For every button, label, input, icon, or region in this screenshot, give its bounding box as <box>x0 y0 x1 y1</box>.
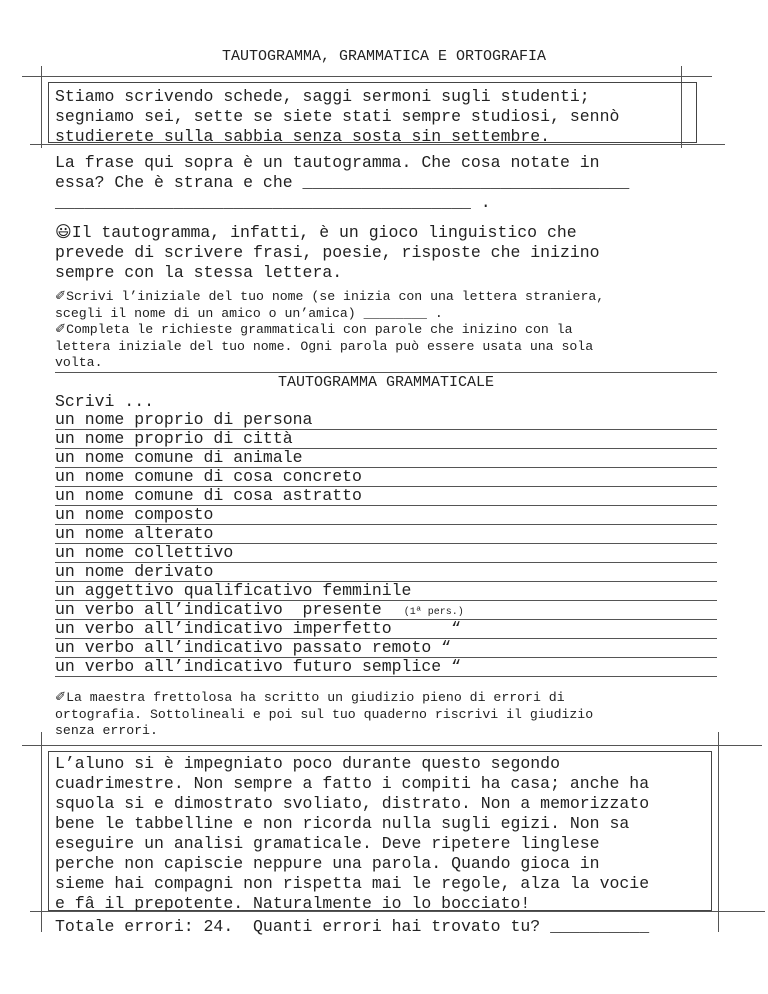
instruction-line: lettera iniziale del tuo nome. Ogni parola può essere usata una sola <box>55 338 594 354</box>
pencil-icon: ✐ <box>55 289 67 304</box>
table-row: un verbo all’indicativo imperfetto “ <box>55 619 717 639</box>
box2-top-rule <box>22 745 762 746</box>
judgment-line: cuadrimestre. Non sempre a fatto i compiti ha casa; anche ha <box>55 774 650 793</box>
instruction-line: La maestra frettolosa ha scritto un giudizio pieno di errori di <box>66 690 565 705</box>
table-row: un aggettivo qualificativo femminile <box>55 581 717 601</box>
box2-left-rule <box>41 732 42 932</box>
table-row-label: un verbo all’indicativo presente <box>55 600 382 619</box>
instruction-line: volta. <box>55 355 103 370</box>
question-block <box>55 153 629 213</box>
table-row: un verbo all’indicativo passato remoto “ <box>55 638 717 658</box>
question-line: __________________________________________ . <box>55 193 491 212</box>
instruction-line: Scrivi l’iniziale del tuo nome (se inizia con una lettera straniera, <box>66 289 605 304</box>
table-row: un nome alterato <box>55 524 717 544</box>
table-row: un verbo all’indicativo futuro semplice “ <box>55 657 717 677</box>
table-row: un nome collettivo <box>55 543 717 563</box>
box1-bottom-rule <box>30 144 725 145</box>
pencil-icon: ✐ <box>55 322 67 337</box>
box1-left-rule <box>41 66 42 148</box>
judgment-box <box>48 751 712 911</box>
judgment-line: squola si e dimostrato svoliato, distrato. Non a memorizzato <box>55 794 650 813</box>
instructions-block <box>55 289 725 372</box>
table-row: un nome comune di cosa astratto <box>55 486 717 506</box>
judgment-line: bene le tabbelline e non ricorda nulla sugli egizi. Non sa <box>55 814 630 833</box>
instruction-line: senza errori. <box>55 723 158 738</box>
judgment-line: eseguire un analisi gramaticale. Deve ripetere linglese <box>55 834 600 853</box>
table-intro: Scrivi ... <box>55 392 155 411</box>
tautogram-line: studierete sulla sabbia senza sosta sin settembre. <box>55 127 551 146</box>
tautogram-line: Stiamo scrivendo schede, saggi sermoni sugli studenti; <box>55 87 590 106</box>
table-row: un nome proprio di città <box>55 429 717 449</box>
box2-bottom-rule <box>30 911 765 912</box>
smiley-icon: 😃 <box>55 222 72 241</box>
table-row: un nome composto <box>55 505 717 525</box>
table-row: un nome comune di animale <box>55 448 717 468</box>
explanation-line: Il tautogramma, infatti, è un gioco linguistico che <box>71 223 577 242</box>
table-title: TAUTOGRAMMA GRAMMATICALE <box>277 374 495 391</box>
instruction-line: scegli il nome di un amico o un’amica) ________ . <box>55 305 443 321</box>
box1-top-rule <box>22 76 712 77</box>
table-row: un nome proprio di persona <box>55 410 717 430</box>
judgment-line: e fâ il prepotente. Naturalmente io lo bocciato! <box>55 894 531 913</box>
tautogram-line: segniamo sei, sette se siete stati sempre studiosi, sennò <box>55 107 620 126</box>
judgment-line: sieme hai compagni non rispetta mai le regole, alza la vocie <box>55 874 650 893</box>
page-title: TAUTOGRAMMA, GRAMMATICA E ORTOGRAFIA <box>221 48 547 65</box>
judgment-line: perche non capiscie neppure una parola. Quando gioca in <box>55 854 600 873</box>
table-row: un nome derivato <box>55 562 717 582</box>
table-row <box>55 600 717 620</box>
tautogram-box <box>48 82 697 146</box>
error-count-line: Totale errori: 24. Quanti errori hai trovato tu? __________ <box>55 917 650 936</box>
table-row: un nome comune di cosa concreto <box>55 467 717 487</box>
instruction-line: ortografia. Sottolineali e poi sul tuo quaderno riscrivi il giudizio <box>55 706 594 722</box>
box2-right-rule <box>718 732 719 932</box>
judgment-line: L’aluno si è impegniato poco durante questo segondo <box>55 754 560 773</box>
explanation-block <box>55 222 600 283</box>
question-line: La frase qui sopra è un tautogramma. Che cosa notate in <box>55 153 600 172</box>
instruction-line: Completa le richieste grammaticali con parole che inizino con la <box>66 322 573 337</box>
explanation-line: sempre con la stessa lettera. <box>55 263 343 282</box>
pencil-icon: ✐ <box>55 690 67 705</box>
row-note: (1ª pers.) <box>403 607 464 618</box>
explanation-line: prevede di scrivere frasi, poesie, risposte che inizino <box>55 243 600 262</box>
instructions-block-2 <box>55 690 725 740</box>
question-line: essa? Che è strana e che _________________________________ <box>55 173 630 192</box>
